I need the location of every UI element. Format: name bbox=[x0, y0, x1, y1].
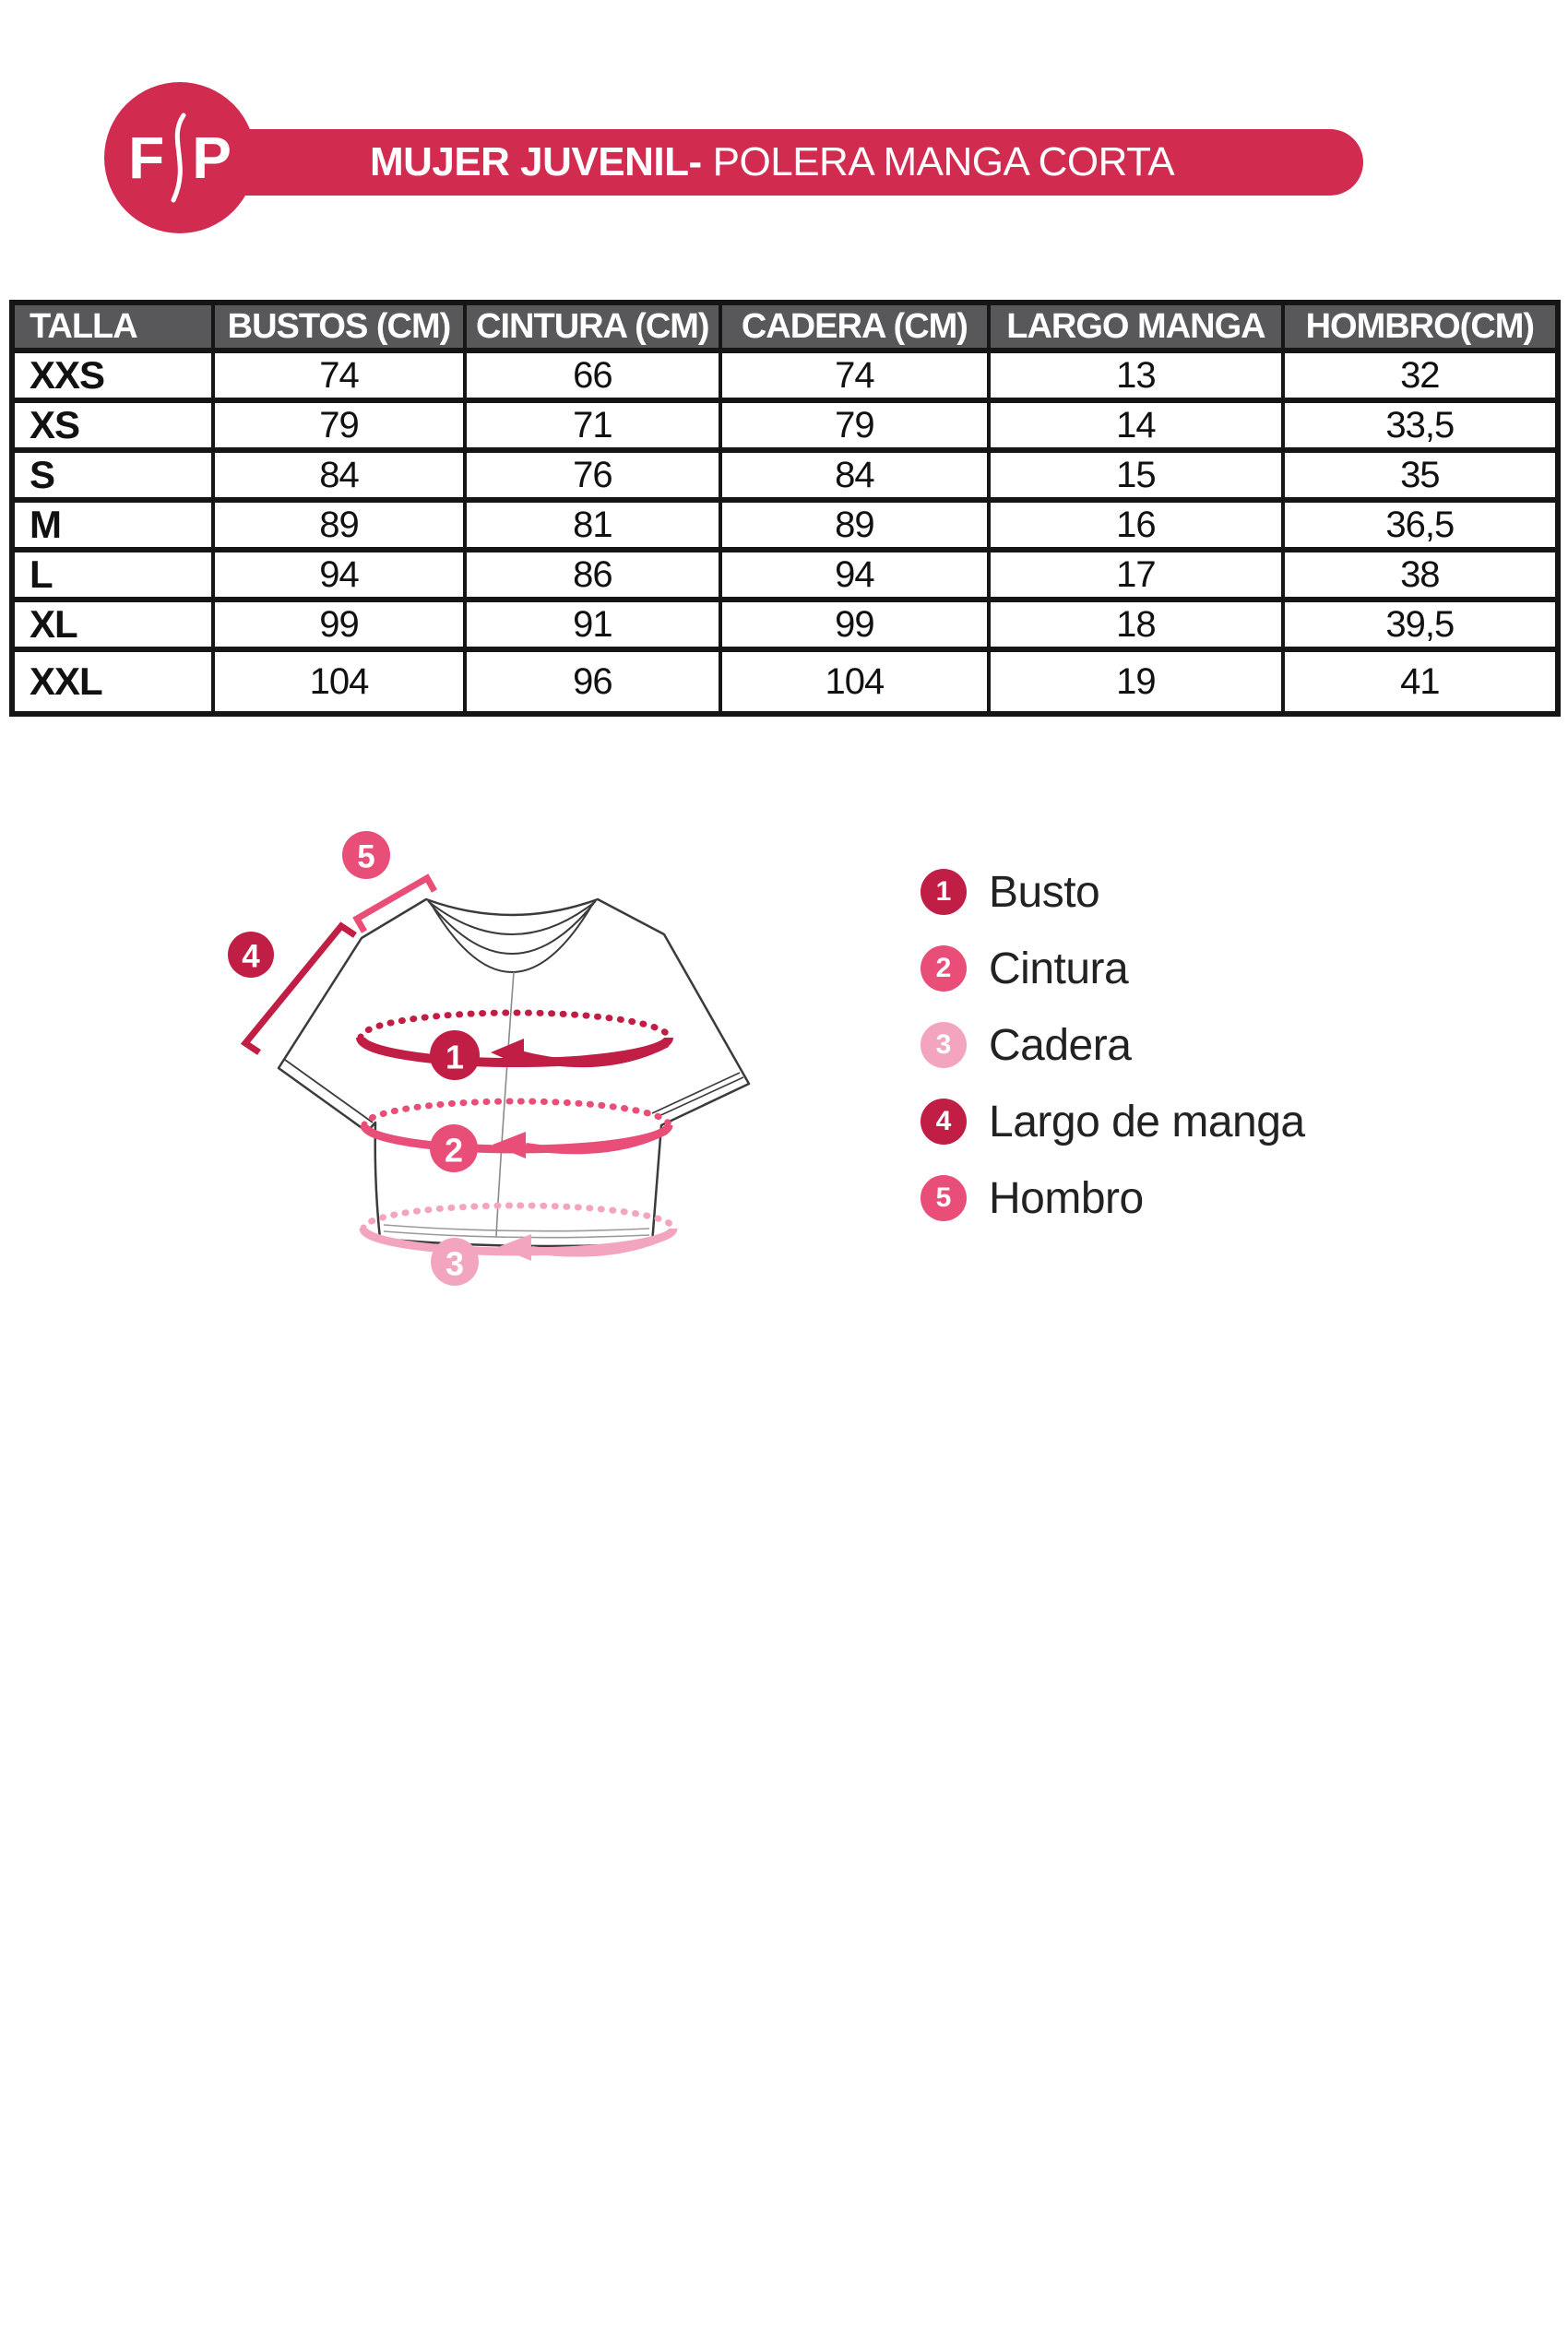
cell-cintura: 71 bbox=[465, 400, 720, 450]
legend-label-cintura: Cintura bbox=[989, 944, 1129, 993]
cell-bustos: 79 bbox=[213, 400, 465, 450]
col-header-cadera: CADERA (CM) bbox=[720, 303, 990, 350]
legend-item-cintura bbox=[921, 945, 1305, 992]
diagram-badge-1 bbox=[430, 1030, 480, 1080]
logo-letter-f: F bbox=[128, 125, 165, 191]
diagram-badge-4 bbox=[228, 932, 274, 978]
cell-size: XXS bbox=[12, 350, 213, 400]
cell-cadera: 89 bbox=[720, 500, 990, 550]
brand-logo bbox=[104, 82, 255, 233]
legend-label-busto: Busto bbox=[989, 867, 1100, 917]
cell-largo-manga: 13 bbox=[989, 350, 1282, 400]
col-header-bustos: BUSTOS (CM) bbox=[213, 303, 465, 350]
diagram-badge-2 bbox=[430, 1124, 478, 1172]
cell-size: S bbox=[12, 450, 213, 500]
legend-item-cadera bbox=[921, 1022, 1305, 1068]
table-header-row bbox=[12, 303, 1558, 350]
cell-bustos: 104 bbox=[213, 649, 465, 714]
cell-cintura: 91 bbox=[465, 600, 720, 649]
cell-cadera: 94 bbox=[720, 550, 990, 600]
legend-label-cadera: Cadera bbox=[989, 1020, 1132, 1070]
legend-item-busto bbox=[921, 869, 1305, 915]
cell-hombro: 39,5 bbox=[1283, 600, 1558, 649]
cell-largo-manga: 14 bbox=[989, 400, 1282, 450]
cell-largo-manga: 19 bbox=[989, 649, 1282, 714]
table-row bbox=[12, 500, 1558, 550]
svg-text:2: 2 bbox=[444, 1131, 464, 1170]
table-row bbox=[12, 400, 1558, 450]
tshirt-outline bbox=[279, 899, 749, 1246]
cell-largo-manga: 17 bbox=[989, 550, 1282, 600]
cell-hombro: 32 bbox=[1283, 350, 1558, 400]
cell-size: L bbox=[12, 550, 213, 600]
cell-cadera: 79 bbox=[720, 400, 990, 450]
legend-badge-1: 1 bbox=[921, 869, 967, 915]
cell-size: XS bbox=[12, 400, 213, 450]
cell-hombro: 38 bbox=[1283, 550, 1558, 600]
cell-cadera: 99 bbox=[720, 600, 990, 649]
col-header-hombro: HOMBRO(CM) bbox=[1283, 303, 1558, 350]
legend-item-hombro bbox=[921, 1175, 1305, 1221]
cell-cadera: 104 bbox=[720, 649, 990, 714]
tshirt-measurement-diagram bbox=[120, 812, 876, 1328]
table-row bbox=[12, 350, 1558, 400]
cell-bustos: 89 bbox=[213, 500, 465, 550]
legend-item-largo-de-manga bbox=[921, 1099, 1305, 1145]
cell-hombro: 41 bbox=[1283, 649, 1558, 714]
svg-text:4: 4 bbox=[242, 938, 260, 975]
cell-cintura: 86 bbox=[465, 550, 720, 600]
table-row bbox=[12, 649, 1558, 714]
cell-bustos: 94 bbox=[213, 550, 465, 600]
cell-size: M bbox=[12, 500, 213, 550]
diagram-badge-5 bbox=[342, 831, 390, 879]
cell-bustos: 84 bbox=[213, 450, 465, 500]
measure-legend bbox=[921, 869, 1305, 1221]
legend-badge-4: 4 bbox=[921, 1099, 967, 1145]
table-row bbox=[12, 550, 1558, 600]
cell-hombro: 36,5 bbox=[1283, 500, 1558, 550]
cell-cintura: 81 bbox=[465, 500, 720, 550]
svg-text:5: 5 bbox=[357, 838, 375, 875]
col-header-largo-manga: LARGO MANGA bbox=[989, 303, 1282, 350]
legend-label-largo-de-manga: Largo de manga bbox=[989, 1097, 1305, 1146]
col-header-cintura: CINTURA (CM) bbox=[465, 303, 720, 350]
cell-bustos: 74 bbox=[213, 350, 465, 400]
diagram-badge-3 bbox=[431, 1238, 479, 1286]
table-row bbox=[12, 450, 1558, 500]
logo-letter-p: P bbox=[192, 125, 232, 191]
banner-title-bold: MUJER JUVENIL- bbox=[369, 139, 702, 184]
cell-cadera: 74 bbox=[720, 350, 990, 400]
cell-size: XXL bbox=[12, 649, 213, 714]
banner-title-regular: POLERA MANGA CORTA bbox=[712, 139, 1175, 184]
cell-size: XL bbox=[12, 600, 213, 649]
title-banner bbox=[181, 129, 1363, 196]
cell-cintura: 76 bbox=[465, 450, 720, 500]
cell-largo-manga: 15 bbox=[989, 450, 1282, 500]
legend-badge-5: 5 bbox=[921, 1175, 967, 1221]
cell-hombro: 33,5 bbox=[1283, 400, 1558, 450]
cell-largo-manga: 16 bbox=[989, 500, 1282, 550]
svg-text:1: 1 bbox=[445, 1038, 465, 1076]
size-chart-table bbox=[9, 300, 1561, 717]
logo-squiggle-icon bbox=[166, 112, 190, 204]
col-header-talla: TALLA bbox=[12, 303, 213, 350]
cell-largo-manga: 18 bbox=[989, 600, 1282, 649]
table-row bbox=[12, 600, 1558, 649]
cell-cadera: 84 bbox=[720, 450, 990, 500]
cell-cintura: 96 bbox=[465, 649, 720, 714]
cell-hombro: 35 bbox=[1283, 450, 1558, 500]
cell-bustos: 99 bbox=[213, 600, 465, 649]
legend-label-hombro: Hombro bbox=[989, 1173, 1144, 1223]
svg-text:3: 3 bbox=[445, 1244, 465, 1283]
legend-badge-2: 2 bbox=[921, 945, 967, 992]
legend-badge-3: 3 bbox=[921, 1022, 967, 1068]
cell-cintura: 66 bbox=[465, 350, 720, 400]
